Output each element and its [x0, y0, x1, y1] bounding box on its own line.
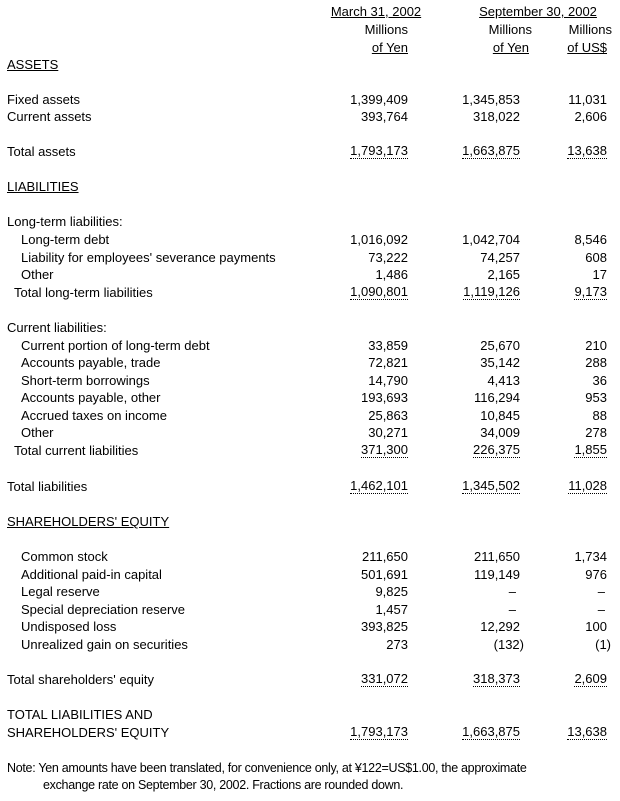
table-row [0, 231, 620, 249]
value-march: 501,691 [361, 567, 408, 582]
table-row [0, 548, 620, 566]
value-sept-yen: – [508, 584, 516, 599]
table-row [0, 601, 620, 619]
value-sept-usd: 100 [585, 619, 607, 634]
value-march: 393,825 [361, 619, 408, 634]
value-sept-yen: 12,292 [480, 619, 520, 634]
grand-total-row [0, 724, 620, 742]
row-label: Fixed assets [7, 92, 80, 107]
table-row [0, 618, 620, 636]
value-march: 1,486 [375, 267, 408, 282]
column-header-march: March 31, 2002 [330, 4, 422, 19]
subtotal-row [0, 284, 620, 302]
value-sept-usd: 8,546 [574, 232, 607, 247]
grand-total-label-row [0, 706, 620, 724]
value-march: 371,300 [361, 442, 408, 457]
row-label: Legal reserve [21, 584, 100, 599]
table-row [0, 407, 620, 425]
row-label: Common stock [21, 549, 108, 564]
table-row [0, 249, 620, 267]
value-sept-usd: 288 [585, 355, 607, 370]
unit-label-millions-1: Millions [364, 22, 408, 37]
table-row [0, 337, 620, 355]
value-sept-usd: 210 [585, 338, 607, 353]
value-sept-yen: 1,042,704 [462, 232, 520, 247]
value-march: 1,457 [375, 602, 408, 617]
value-sept-usd: 11,031 [568, 92, 607, 107]
value-march: 1,793,173 [350, 724, 408, 739]
table-row [0, 266, 620, 284]
value-sept-usd: 608 [585, 250, 607, 265]
grand-total-label-line2: SHAREHOLDERS' EQUITY [7, 725, 170, 740]
total-row [0, 671, 620, 689]
assets-heading-row [0, 56, 620, 74]
unit-label-of-yen-2: of Yen [492, 40, 529, 55]
value-march: 33,859 [368, 338, 408, 353]
value-sept-usd: – [597, 584, 605, 599]
row-label: Short-term borrowings [21, 373, 150, 388]
subheading-row [0, 213, 620, 231]
value-march: 1,462,101 [350, 478, 408, 493]
value-sept-yen: 1,119,126 [463, 284, 520, 299]
value-sept-yen: 1,663,875 [462, 724, 520, 739]
total-row [0, 143, 620, 161]
subheading-row [0, 319, 620, 337]
row-label: Special depreciation reserve [21, 602, 186, 617]
row-label: Total long-term liabilities [14, 285, 153, 300]
row-label: Other [21, 425, 54, 440]
row-label: Accounts payable, trade [21, 355, 161, 370]
grand-total-label-line1: TOTAL LIABILITIES AND [7, 707, 153, 722]
row-label: Liability for employees' severance payments [21, 250, 276, 265]
value-sept-yen: 318,022 [473, 109, 520, 124]
value-sept-yen: (132) [493, 637, 524, 652]
value-march: 25,863 [368, 408, 408, 423]
table-row [0, 389, 620, 407]
value-sept-yen: 1,345,853 [462, 92, 520, 107]
value-sept-yen: 35,142 [480, 355, 520, 370]
long-term-subheading: Long-term liabilities: [7, 214, 123, 229]
value-sept-usd: 88 [592, 408, 607, 423]
value-sept-usd: 2,609 [574, 671, 607, 686]
row-label: Current assets [7, 109, 92, 124]
row-label: Unrealized gain on securities [21, 637, 188, 652]
value-sept-yen: 318,373 [473, 671, 520, 686]
footnote-line2: exchange rate on September 30, 2002. Fractions are rounded down. [43, 778, 404, 792]
value-sept-yen: 2,165 [487, 267, 520, 282]
column-header-september: September 30, 2002 [479, 4, 597, 19]
row-label: Total shareholders' equity [7, 672, 155, 687]
row-label: Additional paid-in capital [21, 567, 162, 582]
table-row [0, 424, 620, 442]
value-march: 9,825 [375, 584, 408, 599]
value-sept-yen: 34,009 [480, 425, 520, 440]
value-sept-usd: 1,734 [574, 549, 607, 564]
row-label: Total liabilities [7, 479, 88, 494]
value-sept-yen: 1,345,502 [462, 478, 520, 493]
unit-label-millions-3: Millions [568, 22, 612, 37]
value-march: 331,072 [361, 671, 408, 686]
value-march: 393,764 [361, 109, 408, 124]
equity-heading-row [0, 513, 620, 531]
table-row [0, 354, 620, 372]
value-sept-usd: 13,638 [567, 724, 607, 739]
row-label: Total assets [7, 144, 76, 159]
value-march: 14,790 [368, 373, 408, 388]
equity-heading: SHAREHOLDERS' EQUITY [7, 514, 170, 529]
table-row [0, 636, 620, 654]
table-row [0, 108, 620, 126]
current-subheading: Current liabilities: [7, 320, 107, 335]
unit-label-of-yen-1: of Yen [371, 40, 408, 55]
value-march: 211,650 [361, 549, 408, 564]
value-march: 193,693 [361, 390, 408, 405]
total-row [0, 478, 620, 496]
value-sept-usd: 17 [592, 267, 607, 282]
row-label: Accounts payable, other [21, 390, 161, 405]
value-sept-usd: 2,606 [574, 109, 607, 124]
value-sept-yen: 10,845 [480, 408, 520, 423]
liabilities-heading-row [0, 178, 620, 196]
row-label: Current portion of long-term debt [21, 338, 210, 353]
value-sept-usd: 9,173 [574, 284, 607, 299]
table-row [0, 91, 620, 109]
value-march: 73,222 [368, 250, 408, 265]
value-sept-usd: 13,638 [567, 143, 607, 158]
subtotal-row [0, 442, 620, 460]
value-sept-usd: 36 [592, 373, 607, 388]
value-sept-usd: 11,028 [568, 478, 607, 493]
unit-label-of-usd: of US$ [567, 40, 607, 55]
footnote-line1: Note: Yen amounts have been translated, for convenience only, at ¥122=US$1.00, the approximate [7, 761, 527, 775]
value-sept-usd: 1,855 [574, 442, 607, 457]
value-sept-yen: 74,257 [480, 250, 520, 265]
value-sept-yen: 1,663,875 [462, 143, 520, 158]
value-sept-usd: – [597, 602, 605, 617]
value-sept-yen: 25,670 [480, 338, 520, 353]
value-march: 72,821 [368, 355, 408, 370]
table-row [0, 372, 620, 390]
value-sept-usd: (1) [595, 637, 611, 652]
table-row [0, 583, 620, 601]
footnote [7, 760, 613, 794]
value-march: 30,271 [368, 425, 408, 440]
value-sept-yen: 119,149 [473, 567, 520, 582]
row-label: Other [21, 267, 54, 282]
row-label: Long-term debt [21, 232, 110, 247]
row-label: Total current liabilities [14, 443, 139, 458]
value-march: 1,399,409 [350, 92, 408, 107]
value-sept-usd: 953 [585, 390, 607, 405]
value-sept-yen: 116,294 [473, 390, 520, 405]
assets-heading: ASSETS [7, 57, 59, 72]
value-march: 273 [386, 637, 408, 652]
liabilities-heading: LIABILITIES [7, 179, 79, 194]
value-sept-usd: 976 [585, 567, 607, 582]
value-sept-usd: 278 [585, 425, 607, 440]
table-row [0, 566, 620, 584]
row-label: Undisposed loss [21, 619, 117, 634]
value-sept-yen: 4,413 [487, 373, 520, 388]
value-march: 1,090,801 [350, 284, 408, 299]
unit-label-millions-2: Millions [488, 22, 532, 37]
value-sept-yen: 211,650 [473, 549, 520, 564]
value-march: 1,793,173 [350, 143, 408, 158]
row-label: Accrued taxes on income [21, 408, 167, 423]
value-sept-yen: – [508, 602, 516, 617]
value-sept-yen: 226,375 [473, 442, 520, 457]
value-march: 1,016,092 [350, 232, 408, 247]
